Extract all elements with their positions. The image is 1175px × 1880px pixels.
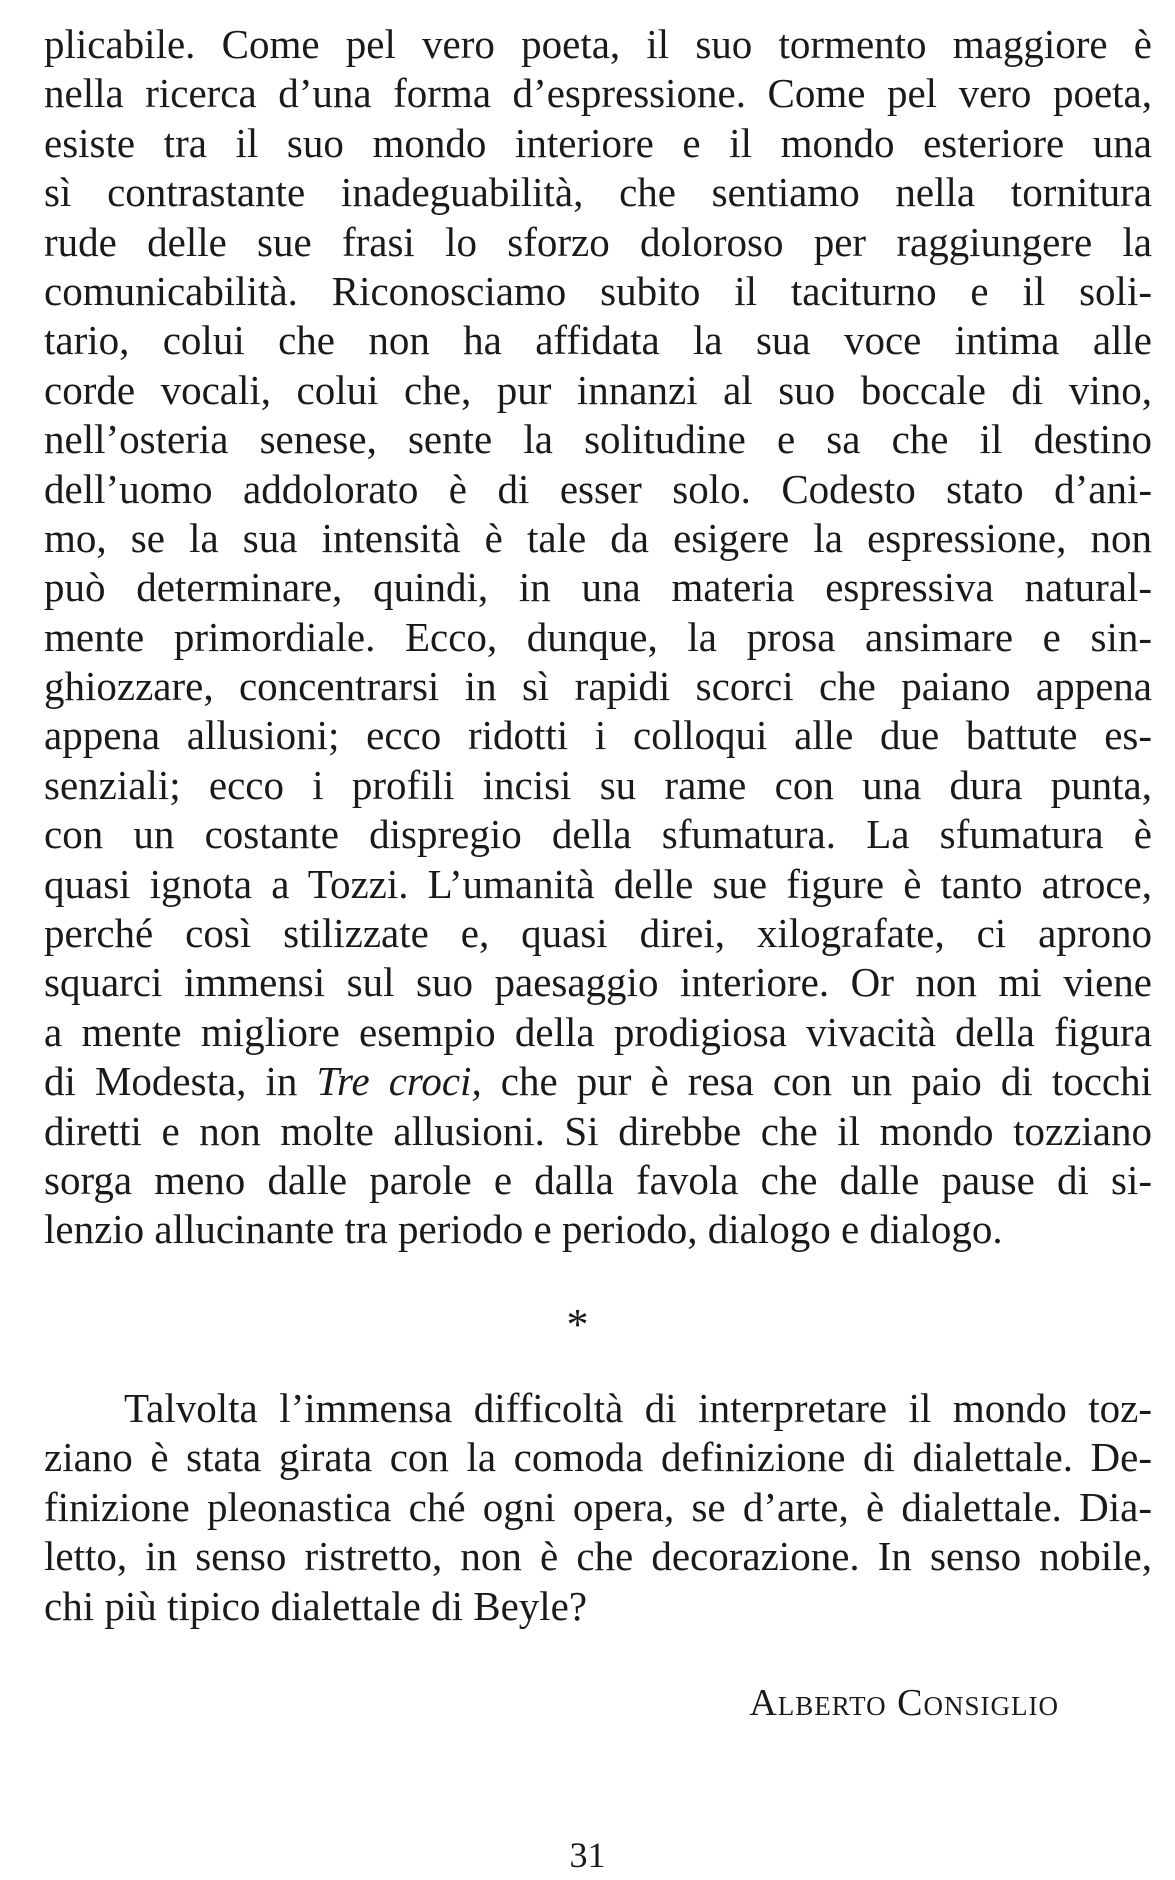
section-separator-asterisk: * (566, 1300, 589, 1349)
text-line: perché così stilizzate e, quasi direi, xilografate, ci aprono (44, 910, 1152, 957)
author-signature: Alberto Consiglio (749, 1682, 1059, 1724)
text-line: a mente migliore esempio della prodigiosa vivacità della figura (44, 1008, 1152, 1055)
text-line: corde vocali, colui che, pur innanzi al suo boccale di vino, (44, 366, 1152, 413)
text-line: squarci immensi sul suo paesaggio interiore. Or non mi viene (44, 959, 1152, 1006)
text-line: dell’uomo addolorato è di esser solo. Codesto stato d’ani- (44, 465, 1152, 512)
text-before-title: di Modesta, in (44, 1058, 317, 1105)
text-line: mo, se la sua intensità è tale da esigere la espressione, non (44, 514, 1152, 561)
text-line: Talvolta l’immensa difficoltà di interpretare il mondo toz- (124, 1385, 1152, 1431)
text-line: quasi ignota a Tozzi. L’umanità delle sue figure è tanto atroce, (44, 860, 1152, 907)
text-line: può determinare, quindi, in una materia espressiva natural- (44, 564, 1152, 611)
text-line: plicabile. Come pel vero poeta, il suo tormento maggiore è (44, 21, 1152, 67)
text-after-title: che pur è resa con un paio di tocchi (481, 1058, 1153, 1105)
paragraph-1 (44, 20, 1152, 1255)
text-line: nell’osteria senese, sente la solitudine e sa che il destino (44, 416, 1152, 463)
text-line: tario, colui che non ha affidata la sua voce intima alle (44, 317, 1152, 364)
text-line: sorga meno dalle parole e dalla favola che dalle pause di si- (44, 1156, 1152, 1203)
book-title-tre-croci: Tre croci, (316, 1058, 482, 1105)
text-line: nella ricerca d’una forma d’espressione. Come pel vero poeta, (44, 70, 1152, 117)
text-line: chi più tipico dialettale di Beyle? (44, 1582, 588, 1629)
text-line: mente primordiale. Ecco, dunque, la prosa ansimare e sin- (44, 613, 1152, 660)
text-line: letto, in senso ristretto, non è che decorazione. In senso nobile, (44, 1533, 1152, 1580)
text-line: lenzio allucinante tra periodo e periodo, dialogo e dialogo. (44, 1206, 1003, 1253)
text-line-with-title (44, 1057, 1152, 1106)
text-line: esiste tra il suo mondo interiore e il mondo esteriore una (44, 119, 1152, 166)
text-line: ziano è stata girata con la comoda definizione di dialettale. De- (44, 1434, 1152, 1481)
text-line: ghiozzare, concentrarsi in sì rapidi scorci che paiano appena (44, 663, 1152, 710)
text-line: comunicabilità. Riconosciamo subito il taciturno e il soli- (44, 267, 1152, 314)
text-line: con un costante dispregio della sfumatura. La sfumatura è (44, 811, 1152, 858)
text-line: diretti e non molte allusioni. Si direbbe che il mondo tozziano (44, 1107, 1152, 1154)
text-line: finizione pleonastica ché ogni opera, se d’arte, è dialettale. Dia- (44, 1483, 1152, 1530)
text-line: rude delle sue frasi lo sforzo doloroso per raggiungere la (44, 218, 1152, 265)
text-line: appena allusioni; ecco ridotti i colloqui alle due battute es- (44, 712, 1152, 759)
text-line: senziali; ecco i profili incisi su rame con una dura punta, (44, 761, 1152, 808)
text-line: sì contrastante inadeguabilità, che sentiamo nella tornitura (44, 169, 1152, 216)
page-number: 31 (569, 1835, 606, 1875)
paragraph-2 (44, 1384, 1152, 1631)
